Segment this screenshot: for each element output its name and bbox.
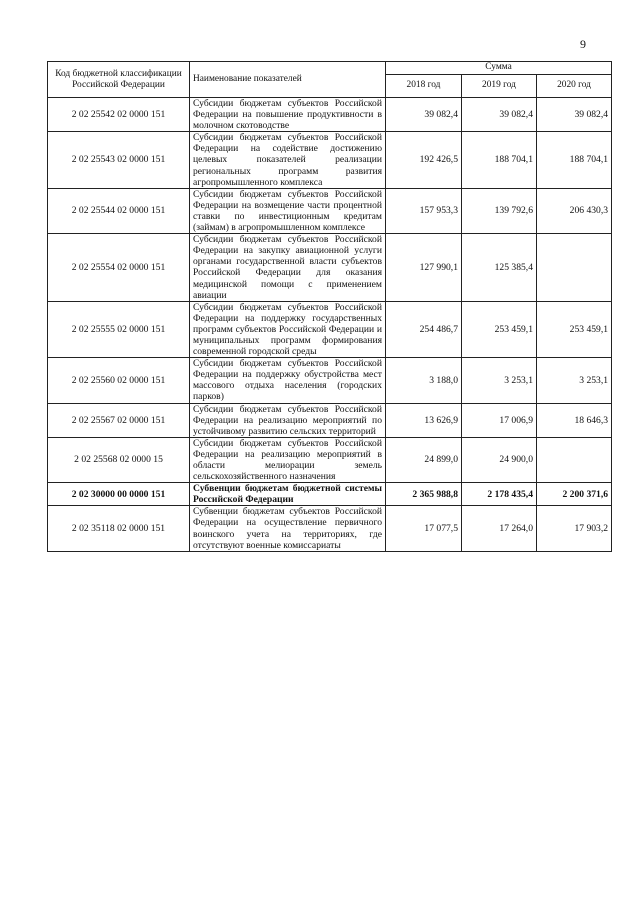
row-value-2018: 17 077,5 xyxy=(386,506,462,551)
header-year-2019: 2019 год xyxy=(462,75,537,98)
table-row xyxy=(48,358,612,403)
header-code: Код бюджетной классификации Российской Федерации xyxy=(48,62,190,98)
row-value-2020: 188 704,1 xyxy=(537,132,612,188)
row-value-2018: 192 426,5 xyxy=(386,132,462,188)
table-row-total xyxy=(48,483,612,506)
row-name: Субсидии бюджетам субъектов Российской Федерации на поддержку обустройства мест массового отдыха населения (городских парков) xyxy=(190,358,386,403)
row-value-2018: 39 082,4 xyxy=(386,98,462,132)
row-value-2019: 3 253,1 xyxy=(462,358,537,403)
table-row xyxy=(48,234,612,302)
row-value-2020 xyxy=(537,234,612,302)
row-code: 2 02 25543 02 0000 151 xyxy=(48,132,190,188)
row-name: Субсидии бюджетам субъектов Российской Федерации на реализацию мероприятий в области мелиорации земель сельскохозяйственного назначения xyxy=(190,437,386,482)
row-name: Субсидии бюджетам субъектов Российской Федерации на возмещение части процентной ставки по инвестиционным кредитам (займам) в агропромышленном комплексе xyxy=(190,188,386,233)
row-value-2019: 253 459,1 xyxy=(462,301,537,357)
header-sum: Сумма xyxy=(386,62,612,75)
row-value-2019: 2 178 435,4 xyxy=(462,483,537,506)
row-value-2020: 253 459,1 xyxy=(537,301,612,357)
row-value-2018: 127 990,1 xyxy=(386,234,462,302)
header-year-2018: 2018 год xyxy=(386,75,462,98)
row-name: Субсидии бюджетам субъектов Российской Федерации на реализацию мероприятий по устойчивому развитию сельских территорий xyxy=(190,403,386,437)
table-row xyxy=(48,437,612,482)
row-name: Субвенции бюджетам субъектов Российской Федерации на осуществление первичного воинского учета на территориях, где отсутствуют военные комиссариаты xyxy=(190,506,386,551)
row-code: 2 02 25554 02 0000 151 xyxy=(48,234,190,302)
row-code: 2 02 25542 02 0000 151 xyxy=(48,98,190,132)
row-name: Субсидии бюджетам субъектов Российской Федерации на содействие достижению целевых показателей реализации региональных программ развития агропромышленного комплекса xyxy=(190,132,386,188)
table-row xyxy=(48,403,612,437)
row-value-2018: 24 899,0 xyxy=(386,437,462,482)
row-value-2019: 17 006,9 xyxy=(462,403,537,437)
row-value-2020: 17 903,2 xyxy=(537,506,612,551)
table-row xyxy=(48,506,612,551)
row-value-2020: 206 430,3 xyxy=(537,188,612,233)
row-value-2019: 17 264,0 xyxy=(462,506,537,551)
row-code: 2 02 25555 02 0000 151 xyxy=(48,301,190,357)
row-value-2020 xyxy=(537,437,612,482)
page-number: 9 xyxy=(580,37,586,51)
row-value-2018: 3 188,0 xyxy=(386,358,462,403)
budget-table xyxy=(47,61,612,552)
row-value-2019: 24 900,0 xyxy=(462,437,537,482)
row-code: 2 02 35118 02 0000 151 xyxy=(48,506,190,551)
row-code: 2 02 30000 00 0000 151 xyxy=(48,483,190,506)
table-row xyxy=(48,188,612,233)
row-value-2019: 188 704,1 xyxy=(462,132,537,188)
row-name: Субвенции бюджетам бюджетной системы Российской Федерации xyxy=(190,483,386,506)
row-value-2018: 254 486,7 xyxy=(386,301,462,357)
row-value-2020: 3 253,1 xyxy=(537,358,612,403)
row-value-2020: 18 646,3 xyxy=(537,403,612,437)
row-value-2020: 2 200 371,6 xyxy=(537,483,612,506)
row-code: 2 02 25567 02 0000 151 xyxy=(48,403,190,437)
row-name: Субсидии бюджетам субъектов Российской Федерации на поддержку государственных программ субъектов Российской Федерации и муниципальных программ формирования современной городской среды xyxy=(190,301,386,357)
row-name: Субсидии бюджетам субъектов Российской Федерации на повышение продуктивности в молочном скотоводстве xyxy=(190,98,386,132)
table-row xyxy=(48,132,612,188)
row-code: 2 02 25560 02 0000 151 xyxy=(48,358,190,403)
table-row xyxy=(48,98,612,132)
row-value-2020: 39 082,4 xyxy=(537,98,612,132)
header-name: Наименование показателей xyxy=(190,62,386,98)
row-value-2018: 157 953,3 xyxy=(386,188,462,233)
table-row xyxy=(48,301,612,357)
row-code: 2 02 25568 02 0000 15 xyxy=(48,437,190,482)
row-name: Субсидии бюджетам субъектов Российской Федерации на закупку авиационной услуги органами государственной власти субъектов Российской Федерации для оказания медицинской помощи с применением авиации xyxy=(190,234,386,302)
row-code: 2 02 25544 02 0000 151 xyxy=(48,188,190,233)
row-value-2018: 2 365 988,8 xyxy=(386,483,462,506)
row-value-2019: 39 082,4 xyxy=(462,98,537,132)
header-year-2020: 2020 год xyxy=(537,75,612,98)
row-value-2018: 13 626,9 xyxy=(386,403,462,437)
row-value-2019: 125 385,4 xyxy=(462,234,537,302)
row-value-2019: 139 792,6 xyxy=(462,188,537,233)
